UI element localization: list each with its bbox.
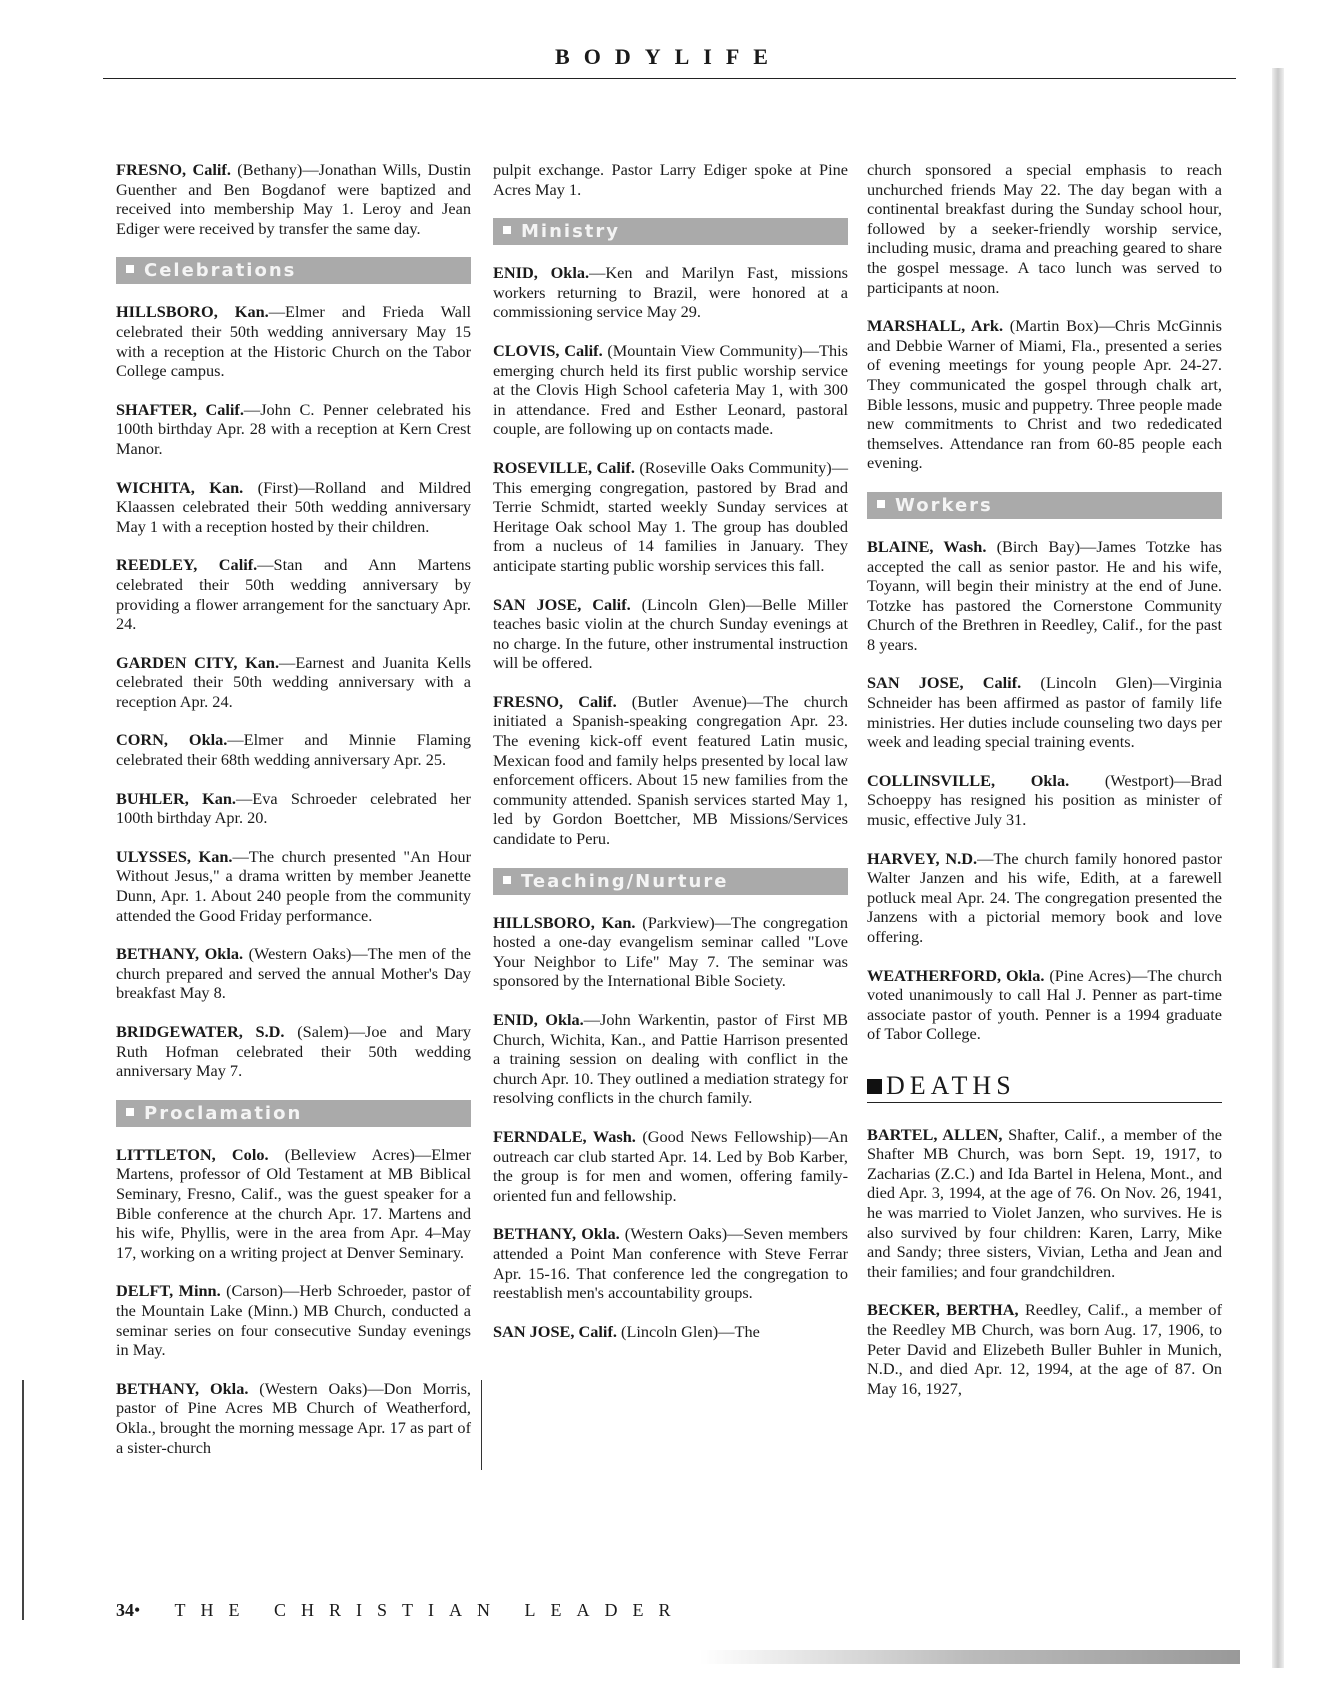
item-text: (Belleview Acres)—Elmer Martens, professor of Old Testament at MB Biblical Seminary, Fresno, Calif., was the guest speaker for a Bible conference at the church Apr. 17. Martens and his wife, Phyllis, were in the area from Apr. 4–May 17, working on a writing project at Denver Seminary. [116, 1144, 471, 1262]
deaths-list [867, 1125, 1222, 1399]
item-text: (Salem)—Joe and Mary Ruth Hofman celebrated their 50th wedding anniversary May 7. [116, 1022, 471, 1081]
news-item [867, 771, 1222, 830]
square-bullet-icon [126, 265, 134, 273]
deaths-heading: DEATHS [867, 1076, 1222, 1103]
news-item [867, 316, 1222, 473]
item-place: BUHLER, Kan. [116, 788, 236, 808]
section-heading-workers: Workers [867, 492, 1222, 519]
item-place: CLOVIS, Calif. [493, 340, 603, 360]
square-bullet-icon [503, 226, 511, 234]
scan-smudge [700, 1650, 1240, 1664]
news-item [116, 789, 471, 828]
item-place: SAN JOSE, Calif. [493, 1321, 617, 1341]
item-text: —Elmer and Minnie Flaming celebrated their 68th wedding anniversary Apr. 25. [116, 730, 471, 770]
item-place: WEATHERFORD, Okla. [867, 965, 1045, 985]
square-bullet-icon [867, 1079, 882, 1094]
item-text: (Carson)—Herb Schroeder, pastor of the Mountain Lake (Minn.) MB Church, conducted a seminar series on four consecutive Sunday evenings in May. [116, 1281, 471, 1360]
item-place: ENID, Okla. [493, 263, 590, 283]
page-footer [116, 1600, 685, 1621]
ministry-list [493, 263, 848, 848]
page-number: 34 [116, 1600, 134, 1620]
item-place: GARDEN CITY, Kan. [116, 652, 280, 672]
news-item [493, 263, 848, 322]
item-place: BLAINE, Wash. [867, 536, 987, 556]
item-text: —John C. Penner celebrated his 100th birthday Apr. 28 with a reception at Kern Crest Manor. [116, 399, 472, 458]
workers-list [867, 537, 1222, 1044]
news-item [116, 160, 471, 238]
item-place: ULYSSES, Kan. [116, 846, 233, 866]
item-place: DELFT, Minn. [116, 1281, 221, 1301]
item-text: —Stan and Ann Martens celebrated their 50th wedding anniversary by providing a flower arrangement for the sanctuary Apr. 24. [116, 555, 472, 634]
spacer [867, 1103, 1222, 1125]
item-text: (Roseville Oaks Community)—This emerging congregation, pastored by Brad and Terrie Schmidt, started weekly Sunday services at Heritage Oak school May 1. The group has doubled from a nucleus of 14 families in January. They anticipate starting public worship services this fall. [493, 457, 848, 575]
news-item [867, 966, 1222, 1044]
section-heading-proclamation: Proclamation [116, 1100, 471, 1127]
news-item [493, 595, 848, 673]
column-3 [867, 160, 1222, 1417]
item-text: (Bethany)—Jonathan Wills, Dustin Guenther and Ben Bogdanof were baptized and received into membership May 1. Leroy and Jean Ediger were received by transfer the same day. [116, 160, 471, 238]
column-3-top-items [867, 316, 1222, 473]
item-text: (First)—Rolland and Mildred Klaassen celebrated their 50th wedding anniversary May 1 with a reception hosted by their children. [116, 477, 471, 536]
news-item [116, 302, 471, 380]
news-item [116, 478, 471, 537]
square-bullet-icon [126, 1108, 134, 1116]
news-item [493, 1224, 848, 1302]
item-text: —The church presented "An Hour Without Jesus," a drama written by member Jeanette Dunn, Apr. 1. About 240 people from the community attended the Good Friday performance. [116, 846, 471, 925]
column-2 [493, 160, 848, 1360]
item-place: MARSHALL, Ark. [867, 316, 1004, 336]
item-text: —Ken and Marilyn Fast, missions workers returning to Brazil, were honored at a commissioning service May 29. [493, 263, 848, 322]
news-item [116, 400, 471, 459]
item-place: SAN JOSE, Calif. [493, 594, 631, 614]
item-place: ROSEVILLE, Calif. [493, 457, 635, 477]
continued-paragraph: church sponsored a special emphasis to reach unchurched friends May 22. The day began with a continental breakfast during the Sunday school hour, followed by a seeker-friendly worship service, including music, drama and preaching geared to share the gospel message. A taco lunch was served to participants at noon. [867, 160, 1222, 297]
item-text: Shafter, Calif., a member of the Shafter MB Church, was born Sept. 19, 1917, to Zacharias (Z.C.) and Ida Bartel in Helena, Mont., and died Apr. 3, 1994, at the age of 76. On Nov. 26, 1941, he was married to Violet Janzen, who survives. He is also survived by four children: Karen, Larry, Mike and Sandy; three sisters, Vivian, Letha and Jean and their families; and four grandchildren. [867, 1124, 1222, 1281]
news-item [116, 555, 471, 633]
item-place: SHAFTER, Calif. [116, 399, 244, 419]
item-place: REEDLEY, Calif. [116, 555, 258, 575]
column-1-top-items [116, 160, 471, 238]
news-item [867, 1300, 1222, 1398]
item-text: (Western Oaks)—The men of the church prepared and served the annual Mother's Day breakfast May 8. [116, 944, 472, 1003]
scan-margin-line [22, 1380, 24, 1620]
item-text: —The church family honored pastor Walter Janzen and his wife, Edith, at a farewell potluck meal Apr. 24. The congregation presented the Janzens with a pictorial memory book and love offering. [867, 848, 1222, 946]
news-item [867, 849, 1222, 947]
news-item [493, 341, 848, 439]
square-bullet-icon [877, 500, 885, 508]
item-text: (Pine Acres)—The church voted unanimously to call Hal J. Penner as part-time associate pastor of youth. Penner is a 1994 graduate of Tabor College. [867, 965, 1222, 1044]
proclamation-list [116, 1145, 471, 1457]
section-heading-ministry: Ministry [493, 218, 848, 245]
section-heading-teaching: Teaching/Nurture [493, 868, 848, 895]
item-place: BECKER, BERTHA, [867, 1300, 1019, 1320]
column-rule [481, 1380, 482, 1470]
item-text: (Mountain View Community)—This emerging church held its first public worship service at the Clovis High School cafeteria May 1, with 300 in attendance. Fred and Esther Leonard, pastoral couple, are following up on contacts made. [493, 340, 849, 439]
item-text: (Lincoln Glen)—Virginia Schneider has been affirmed as pastor of family life ministries. Her duties include counseling two days per week and leading special training events. [867, 673, 1222, 752]
item-text: —John Warkentin, pastor of First MB Church, Wichita, Kan., and Pattie Harrison presented a training session on dealing with conflict in the church Apr. 10. They outlined a mediation strategy for resolving conflicts in the church family. [493, 1010, 848, 1108]
item-place: CORN, Okla. [116, 730, 228, 750]
item-text: (Butler Avenue)—The church initiated a Spanish-speaking congregation Apr. 23. The evening kick-off event featured Latin music, Mexican food and family helps presented by local law enforcement officers. About 15 new families from the community attended. Spanish services started May 1, led by Gordon Boettcher, MB Missions/Services candidate to Peru. [493, 691, 848, 849]
item-text: (Martin Box)—Chris McGinnis and Debbie Warner of Miami, Fla., presented a series of evening meetings for young people Apr. 24-27. They communicated the gospel through chalk art, Bible lessons, music and puppetry. Three people made new commitments to Christ and two rededicated themselves. Attendance ran from 60-85 people each evening. [867, 316, 1222, 473]
news-item [493, 913, 848, 991]
news-item [116, 944, 471, 1003]
item-place: WICHITA, Kan. [116, 477, 244, 497]
header-rule [103, 78, 1236, 79]
news-item [867, 537, 1222, 655]
continued-paragraph: pulpit exchange. Pastor Larry Ediger spoke at Pine Acres May 1. [493, 160, 848, 199]
item-place: HILLSBORO, Kan. [116, 302, 269, 322]
item-place: FERNDALE, Wash. [493, 1126, 636, 1146]
item-text: —Elmer and Frieda Wall celebrated their 50th wedding anniversary May 15 with a reception at the Historic Church on the Tabor College campus. [116, 302, 472, 381]
news-item [116, 1022, 471, 1081]
section-header: BODYLIFE [555, 44, 782, 69]
news-item [493, 1322, 848, 1342]
item-text: (Westport)—Brad Schoeppy has resigned his position as minister of music, effective July 31. [867, 770, 1222, 830]
item-place: BETHANY, Okla. [116, 1378, 249, 1398]
item-place: HILLSBORO, Kan. [493, 912, 636, 932]
item-place: ENID, Okla. [493, 1010, 584, 1029]
section-heading-celebrations: Celebrations [116, 257, 471, 284]
item-place: COLLINSVILLE, Okla. [867, 770, 1070, 790]
item-text: (Lincoln Glen)—Belle Miller teaches basic violin at the church Sunday evenings at no charge. In the future, other instrumental instruction will be offered. [493, 594, 848, 673]
news-item [867, 673, 1222, 751]
news-item [867, 1125, 1222, 1282]
item-text: Reedley, Calif., a member of the Reedley MB Church, was born Aug. 17, 1906, to Peter David and Elizebeth Buller Buhler in Munich, N.D., and died Apr. 12, 1994, at the age of 87. On May 16, 1927, [867, 1300, 1222, 1398]
news-item [116, 653, 471, 712]
news-item [493, 458, 848, 576]
item-text: (Parkview)—The congregation hosted a one-day evangelism seminar called "Love Your Neighbor to Life" May 7. The seminar was sponsored by the International Bible Society. [493, 912, 849, 991]
news-item [116, 1281, 471, 1359]
celebrations-list [116, 302, 471, 1080]
column-1 [116, 160, 471, 1476]
item-text: —Earnest and Juanita Kells celebrated their 50th wedding anniversary with a reception Apr. 24. [116, 652, 471, 711]
item-place: BETHANY, Okla. [116, 944, 244, 964]
news-item [493, 692, 848, 849]
item-place: FRESNO, Calif. [493, 691, 617, 711]
news-item [116, 1145, 471, 1263]
item-text: (Good News Fellowship)—An outreach car club started Apr. 14. Led by Bob Karber, the group is for men and women, offering family-oriented fun and fellowship. [493, 1126, 848, 1205]
item-place: FRESNO, Calif. [116, 160, 231, 179]
teaching-list [493, 913, 848, 1342]
item-place: BETHANY, Okla. [493, 1224, 620, 1244]
item-text: (Western Oaks)—Don Morris, pastor of Pine Acres MB Church of Weatherford, Okla., brought the morning message Apr. 17 as part of a sister-church [116, 1378, 471, 1457]
item-place: BRIDGEWATER, S.D. [116, 1022, 285, 1041]
item-place: LITTLETON, Colo. [116, 1144, 269, 1164]
news-item [493, 1127, 848, 1205]
item-text: (Lincoln Glen)—The [616, 1321, 760, 1341]
footer-bullet: • [134, 1600, 156, 1620]
item-text: (Western Oaks)—Seven members attended a Point Man conference with Steve Ferrar Apr. 15-16. That conference led the congregation to reestablish men's accountability groups. [493, 1224, 849, 1303]
news-item [116, 730, 471, 769]
publication-name: THE CHRISTIAN LEADER [174, 1600, 686, 1620]
item-place: HARVEY, N.D. [867, 848, 978, 868]
item-place: BARTEL, ALLEN, [867, 1124, 1003, 1144]
news-item [493, 1010, 848, 1108]
news-item [116, 1379, 471, 1457]
item-text: —Eva Schroeder celebrated her 100th birthday Apr. 20. [116, 788, 471, 828]
scan-edge-shadow [1272, 68, 1284, 1668]
news-item [116, 847, 471, 925]
item-text: (Birch Bay)—James Totzke has accepted the call as senior pastor. He and his wife, Toyann, will begin their ministry at the end of June. Totzke has pastored the Cornerstone Community Church of the Brethren in Reedley, Calif., for the past 8 years. [867, 536, 1222, 654]
item-place: SAN JOSE, Calif. [867, 673, 1022, 693]
square-bullet-icon [503, 876, 511, 884]
